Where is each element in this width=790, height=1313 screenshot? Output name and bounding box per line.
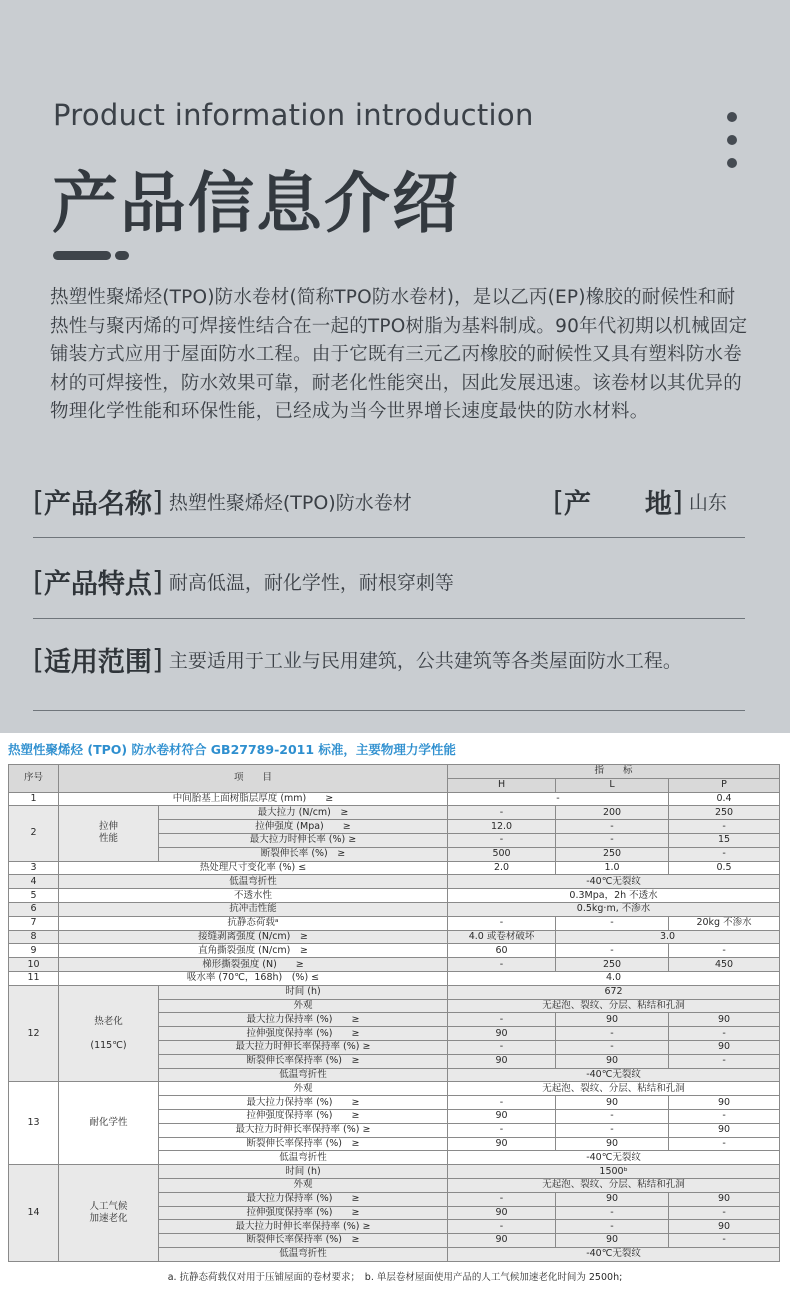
divider xyxy=(33,537,745,538)
table-row: 3 热处理尺寸变化率 (%) ≤ 2.0 1.0 0.5 xyxy=(9,861,780,875)
origin-label: 产 地 xyxy=(563,489,672,520)
table-row: 低温弯折性 -40℃无裂纹 xyxy=(9,1151,780,1165)
table-row: 最大拉力保持率 (%) ≥ - 90 90 xyxy=(9,1192,780,1206)
dot xyxy=(727,112,737,122)
table-row: 拉伸强度保持率 (%) ≥ 90 - - xyxy=(9,1109,780,1123)
table-row: 外观 无起泡、裂纹、分层、粘结和孔洞 xyxy=(9,1178,780,1192)
table-row: 最大拉力时伸长率保持率 (%) ≥ - - 90 xyxy=(9,1123,780,1137)
feature-label: 产品特点 xyxy=(43,569,152,600)
table-row: 断裂伸长率保持率 (%) ≥ 90 90 - xyxy=(9,1234,780,1248)
table-row: 10 梯形撕裂强度 (N) ≥ - 250 450 xyxy=(9,958,780,972)
dot xyxy=(727,158,737,168)
intro-paragraph: 热塑性聚烯烃(TPO)防水卷材(简称TPO防水卷材)，是以乙丙(EP)橡胶的耐候性和耐热性与聚丙烯的可焊接性结合在一起的TPO树脂为基料制成。90年代初期以机械固定铺装方式应用于屋面防水工程。由于它既有三元乙丙橡胶的耐候性又具有塑料防水卷材的可焊接性，防水效果可靠，耐老化性能突出，因此发展迅速。该卷材以其优异的物理化学性能和环保性能，已经成为当今世界增长速度最快的防水材料。 xyxy=(50,287,748,423)
origin-value: 山东 xyxy=(688,492,727,514)
table-row: 低温弯折性 -40℃无裂纹 xyxy=(9,1068,780,1082)
dot xyxy=(727,135,737,145)
table-row: 6 抗冲击性能 0.5kg·m, 不渗水 xyxy=(9,902,780,916)
table-row: 拉伸强度保持率 (%) ≥ 90 - - xyxy=(9,1206,780,1220)
table-header-row: H L P xyxy=(9,778,780,792)
table-row: 最大拉力时伸长率保持率 (%) ≥ - - 90 xyxy=(9,1220,780,1234)
divider-dot xyxy=(115,251,129,260)
scope-value: 主要适用于工业与民用建筑，公共建筑等各类屋面防水工程。 xyxy=(168,650,682,672)
spec-section xyxy=(0,733,790,1313)
divider xyxy=(33,710,745,711)
table-row: 最大拉力保持率 (%) ≥ - 90 90 xyxy=(9,1013,780,1027)
spec-table xyxy=(8,764,780,1262)
table-row: 4 低温弯折性 -40℃无裂纹 xyxy=(9,875,780,889)
table-row: 7 抗静态荷载ᵃ - - 20kg 不渗水 xyxy=(9,916,780,930)
product-name-row: [产品名称] 热塑性聚烯烃(TPO)防水卷材 xyxy=(33,485,412,520)
table-row: 断裂伸长率 (%) ≥ 500 250 - xyxy=(9,847,780,861)
table-row: 9 直角撕裂强度 (N/cm) ≥ 60 - - xyxy=(9,944,780,958)
table-row: 最大拉力时伸长率 (%) ≥ - - 15 xyxy=(9,833,780,847)
english-title: Product information introduction xyxy=(53,98,534,132)
table-row: 外观 无起泡、裂纹、分层、粘结和孔洞 xyxy=(9,999,780,1013)
divider-dash xyxy=(53,251,111,260)
table-row: 断裂伸长率保持率 (%) ≥ 90 90 - xyxy=(9,1137,780,1151)
spec-title: 热塑性聚烯烃 (TPO) 防水卷材符合 GB27789-2011 标准，主要物理力学性能 xyxy=(8,742,456,757)
table-row: 5 不透水性 0.3Mpa，2h 不透水 xyxy=(9,889,780,903)
table-footnote: a. 抗静态荷载仅对用于压铺屋面的卷材要求； b. 单层卷材屋面使用产品的人工气候加速老化时间为 2500h; xyxy=(167,1272,623,1283)
scope-row: [适用范围] 主要适用于工业与民用建筑，公共建筑等各类屋面防水工程。 xyxy=(33,643,682,678)
table-row: 14 人工气候 加速老化 时间 (h) 1500ᵇ xyxy=(9,1165,780,1179)
table-row: 8 接缝剥离强度 (N/cm) ≥ 4.0 或卷材破坏 3.0 xyxy=(9,930,780,944)
table-row: 最大拉力保持率 (%) ≥ - 90 90 xyxy=(9,1096,780,1110)
table-row: 低温弯折性 -40℃无裂纹 xyxy=(9,1247,780,1261)
table-row: 最大拉力时伸长率保持率 (%) ≥ - - 90 xyxy=(9,1040,780,1054)
table-header-row: 序号 项 目 指 标 xyxy=(9,765,780,779)
chinese-title: 产品信息介绍 xyxy=(52,164,460,242)
more-icon[interactable] xyxy=(727,112,741,181)
scope-label: 适用范围 xyxy=(43,647,152,678)
product-name-value: 热塑性聚烯烃(TPO)防水卷材 xyxy=(168,492,412,514)
table-row: 12 热老化 (115℃) 时间 (h) 672 xyxy=(9,985,780,999)
table-row: 11 吸水率 (70℃，168h) (%) ≤ 4.0 xyxy=(9,971,780,985)
origin-row: [产 地] 山东 xyxy=(553,485,727,520)
table-row: 13 耐化学性 外观 无起泡、裂纹、分层、粘结和孔洞 xyxy=(9,1082,780,1096)
table-row: 拉伸强度 (Mpa) ≥ 12.0 - - xyxy=(9,820,780,834)
feature-row: [产品特点] 耐高低温，耐化学性，耐根穿刺等 xyxy=(33,565,454,600)
feature-value: 耐高低温，耐化学性，耐根穿刺等 xyxy=(168,572,454,594)
table-row: 断裂伸长率保持率 (%) ≥ 90 90 - xyxy=(9,1054,780,1068)
table-row: 2 拉伸 性能 最大拉力 (N/cm) ≥ - 200 250 xyxy=(9,806,780,820)
table-row: 拉伸强度保持率 (%) ≥ 90 - - xyxy=(9,1027,780,1041)
product-name-label: 产品名称 xyxy=(43,489,152,520)
table-row: 1 中间胎基上面树脂层厚度 (mm) ≥ - 0.4 xyxy=(9,792,780,806)
divider xyxy=(33,618,745,619)
